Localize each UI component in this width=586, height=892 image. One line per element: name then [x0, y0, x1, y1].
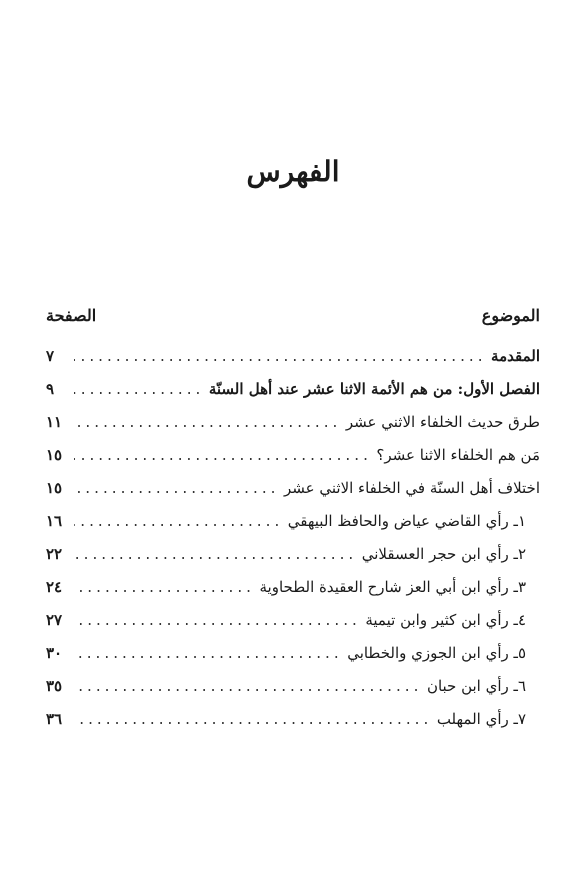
- toc-header: [46, 306, 540, 332]
- toc-entry-page: ١٦: [46, 512, 63, 530]
- dot-leader: [74, 605, 359, 638]
- toc-entry-title: المقدمة: [491, 347, 540, 365]
- dot-leader: [74, 572, 254, 605]
- toc-subentry[interactable]: [46, 670, 540, 703]
- toc-subentry[interactable]: [46, 637, 540, 670]
- dot-leader: [74, 374, 203, 407]
- toc-entry-page: ٣٥: [46, 677, 63, 695]
- toc-entry-page: ١٥: [46, 479, 63, 497]
- topic-column-heading: الموضوع: [481, 306, 540, 325]
- dot-leader: [74, 341, 485, 374]
- toc-entry-title: ٤ـ رأي ابن كثير وابن تيمية: [365, 611, 526, 629]
- toc-entry[interactable]: [46, 439, 540, 472]
- toc-subentry[interactable]: [46, 505, 540, 538]
- page-title: الفهرس: [246, 155, 340, 188]
- dot-leader: [74, 440, 370, 473]
- toc-entry-title: ٣ـ رأي ابن أبي العز شارح العقيدة الطحاوية: [259, 578, 526, 596]
- toc-entry[interactable]: [46, 373, 540, 406]
- toc-entry-page: ٣٠: [46, 644, 63, 662]
- toc-entry[interactable]: [46, 472, 540, 505]
- toc-entry-page: ٢٧: [46, 611, 63, 629]
- toc-entry-title: ٥ـ رأي ابن الجوزي والخطابي: [347, 644, 526, 662]
- toc-entry-title: ٦ـ رأي ابن حبان: [426, 677, 526, 695]
- toc-subentry[interactable]: [46, 703, 540, 736]
- toc-entry-title: مَن هم الخلفاء الاثنا عشر؟: [376, 446, 540, 464]
- dot-leader: [74, 473, 278, 506]
- toc-subentry[interactable]: [46, 571, 540, 604]
- dot-leader: [74, 506, 282, 539]
- toc-entry-page: ٢٢: [46, 545, 63, 563]
- toc-entry-page: ١١: [46, 413, 63, 431]
- dot-leader: [74, 638, 341, 671]
- toc-subentry[interactable]: [46, 604, 540, 637]
- toc-entry-page: ٢٤: [46, 578, 63, 596]
- toc-entry[interactable]: [46, 340, 540, 373]
- toc-entry-title: ٧ـ رأي المهلب: [436, 710, 526, 728]
- toc-list: [46, 340, 540, 736]
- toc-subentry[interactable]: [46, 538, 540, 571]
- dot-leader: [74, 704, 431, 737]
- toc-entry-page: ٩: [46, 380, 55, 398]
- page-column-heading: الصفحة: [46, 306, 97, 325]
- toc-entry[interactable]: [46, 406, 540, 439]
- dot-leader: [74, 539, 356, 572]
- toc-entry-title: ٢ـ رأي ابن حجر العسقلاني: [361, 545, 526, 563]
- toc-entry-title: طرق حديث الخلفاء الاثني عشر: [345, 413, 540, 431]
- toc-entry-page: ٧: [46, 347, 55, 365]
- dot-leader: [74, 671, 421, 704]
- toc-entry-title: اختلاف أهل السنّة في الخلفاء الاثني عشر: [283, 479, 540, 497]
- toc-entry-page: ٣٦: [46, 710, 63, 728]
- dot-leader: [74, 407, 340, 440]
- toc-entry-page: ١٥: [46, 446, 63, 464]
- toc-entry-title: الفصل الأول: من هم الأئمة الاثنا عشر عند أهل السنّة: [208, 380, 540, 398]
- toc-entry-title: ١ـ رأي القاضي عياض والحافظ البيهقي: [287, 512, 526, 530]
